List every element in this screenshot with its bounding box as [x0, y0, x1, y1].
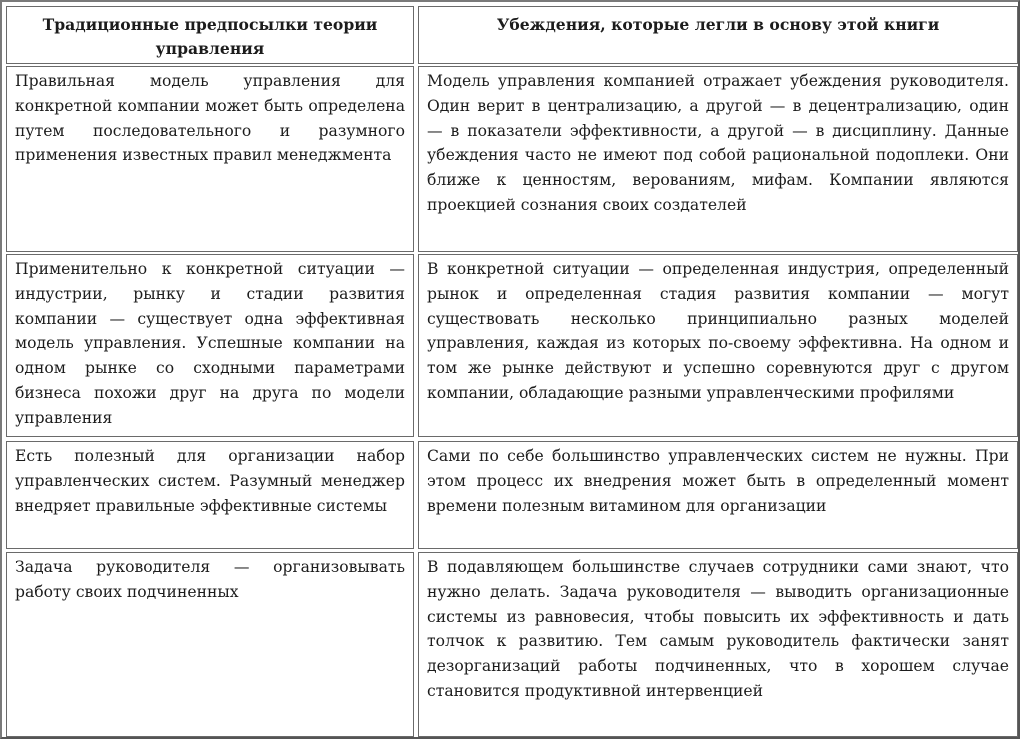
table-cell-traditional: Есть полезный для организации набор управленческих систем. Разумный менеджер внедряет правильные эффективные системы — [6, 441, 414, 549]
table-cell-traditional: Правильная модель управления для конкретной компании может быть определена путем последовательного и разумного применения известных правил менеджмента — [6, 66, 414, 252]
table-cell-belief: В подавляющем большинстве случаев сотрудники сами знают, что нужно делать. Задача руководителя — выводить организационные системы из равновесия, чтобы повысить их эффективность и дать толчок к развитию. Тем самым руководитель фактически занят дезорганизаций работы подчиненных, что в хорошем случае становится продуктивной интервенцией — [418, 552, 1018, 737]
table-cell-belief: Модель управления компанией отражает убеждения руководителя. Один верит в централизацию, а другой — в децентрализацию, один — в показатели эффективности, а другой — в дисциплину. Данные убеждения часто не имеют под собой рациональной подоплеки. Они ближе к ценностям, верованиям, мифам. Компании являются проекцией сознания своих создателей — [418, 66, 1018, 252]
table-cell-traditional: Задача руководителя — организовывать работу своих подчиненных — [6, 552, 414, 737]
table-cell-belief: В конкретной ситуации — определенная индустрия, определенный рынок и определенная стадия развития компании — могут существовать несколько принципиально разных моделей управления, каждая из которых по-своему эффективна. На одном и том же рынке действуют и успешно соревнуются друг с другом компании, обладающие разными управленческими профилями — [418, 254, 1018, 437]
table-cell-belief: Сами по себе большинство управленческих систем не нужны. При этом процесс их внедрения может быть в определенный момент времени полезным витамином для организации — [418, 441, 1018, 549]
column-header-traditional: Традиционные предпосылки теории управления — [6, 6, 414, 64]
column-header-beliefs: Убеждения, которые легли в основу этой книги — [418, 6, 1018, 64]
table-cell-traditional: Применительно к конкретной ситуации — индустрии, рынку и стадии развития компании — существует одна эффективная модель управления. Успешные компании на одном рынке со сходными параметрами бизнеса похожи друг на друга по модели управления — [6, 254, 414, 437]
